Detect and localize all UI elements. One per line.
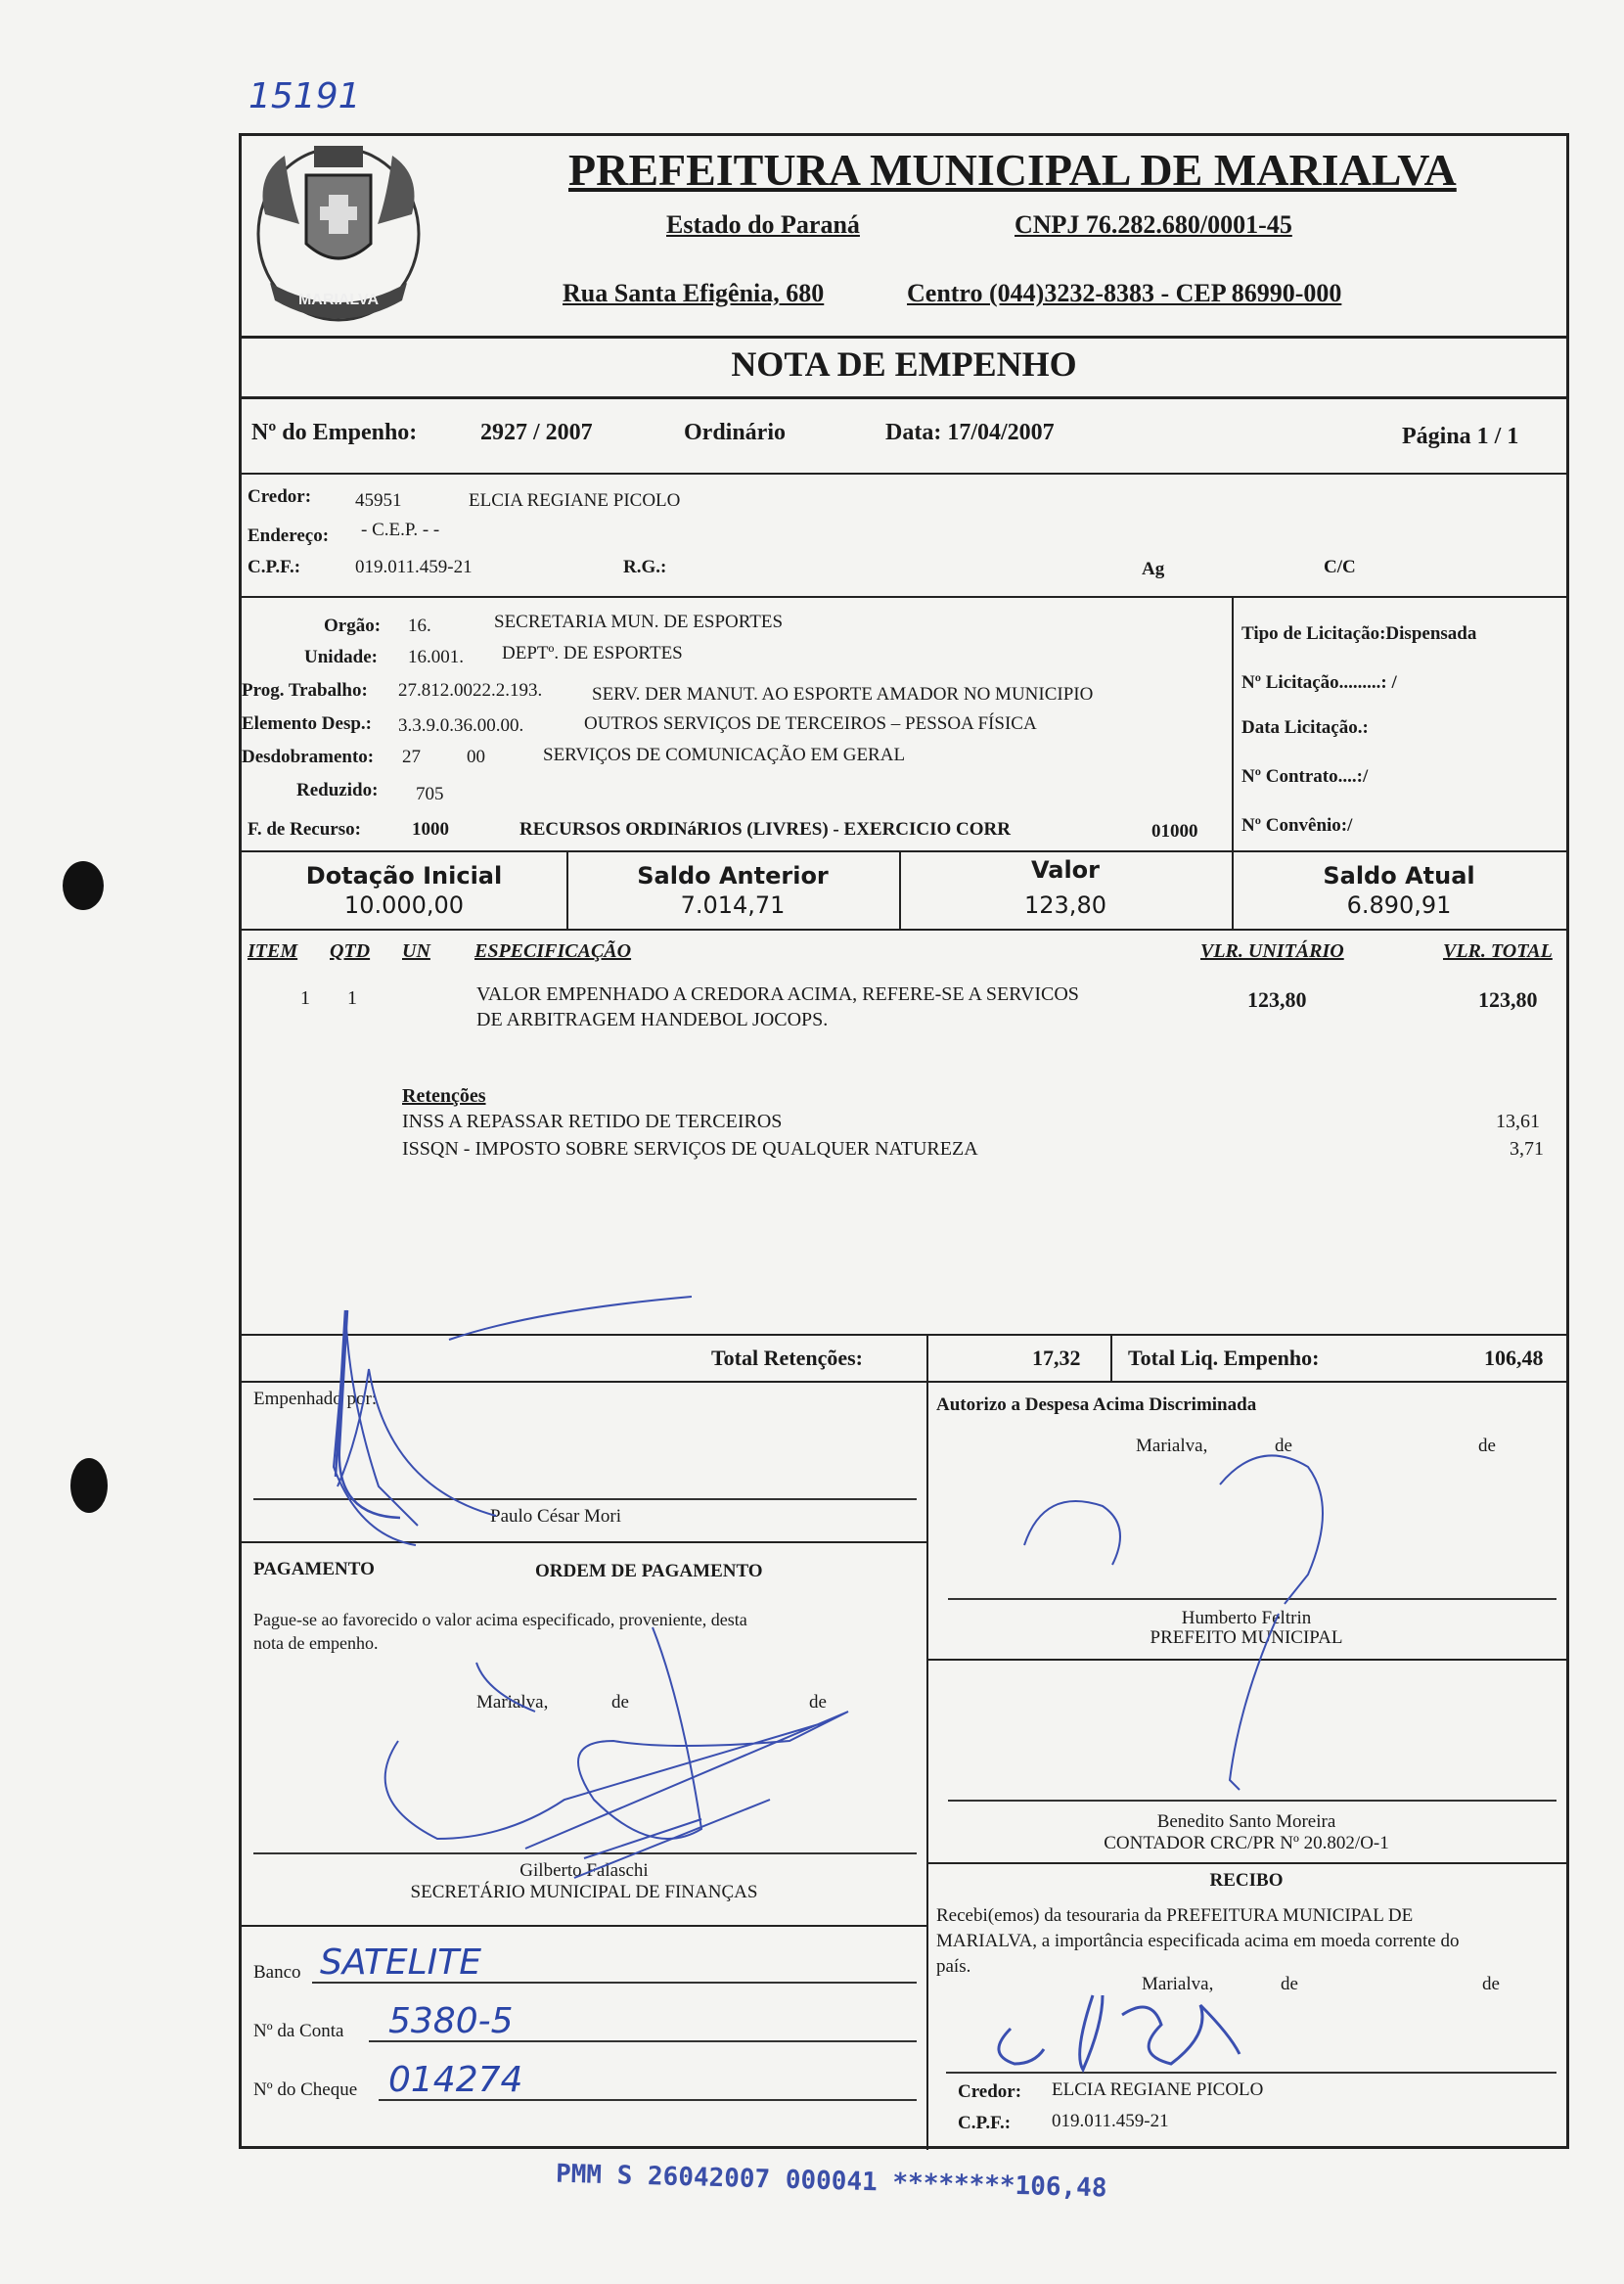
- autorizo-label: Autorizo a Despesa Acima Discriminada: [936, 1394, 1257, 1415]
- empenho-number: 2927 / 2007: [480, 420, 593, 445]
- recibo-cpf-label: C.P.F.:: [958, 2113, 1012, 2133]
- pagamento-place: Marialva,: [476, 1692, 549, 1713]
- cpf-label: C.P.F.:: [248, 557, 301, 577]
- issqn-label: ISSQN - IMPOSTO SOBRE SERVIÇOS DE QUALQUER NATUREZA: [402, 1138, 978, 1160]
- recibo-de1: de: [1281, 1974, 1298, 1994]
- orgao-code: 16.: [408, 616, 431, 636]
- col-vlr-unitario: VLR. UNITÁRIO: [1200, 940, 1344, 962]
- item-qtd: 1: [347, 987, 357, 1009]
- issqn-value: 3,71: [1510, 1138, 1544, 1160]
- empenho-date: Data: 17/04/2007: [885, 420, 1055, 445]
- saldo-anterior-value: 7.014,71: [680, 891, 786, 919]
- item-unit-price: 123,80: [1247, 987, 1307, 1012]
- inss-label: INSS A REPASSAR RETIDO DE TERCEIROS: [402, 1111, 783, 1132]
- total-retencoes-value: 17,32: [1032, 1346, 1081, 1370]
- recibo-text-line2: MARIALVA, a importância especificada acima em moeda corrente do: [936, 1931, 1460, 1951]
- recurso-label: F. de Recurso:: [248, 819, 361, 840]
- item-spec-line2: DE ARBITRAGEM HANDEBOL JOCOPS.: [476, 1009, 829, 1030]
- reduzido-label: Reduzido:: [296, 780, 379, 800]
- empenho-type: Ordinário: [684, 420, 787, 445]
- cheque-value: 014274: [388, 2060, 523, 2100]
- orgao-label: Orgão:: [324, 616, 382, 636]
- licitacao-tipo: Tipo de Licitação:Dispensada: [1241, 623, 1477, 644]
- prefeito-role: PREFEITO MUNICIPAL: [1150, 1627, 1343, 1648]
- recurso-name: RECURSOS ORDINáRIOS (LIVRES) - EXERCICIO CORR: [519, 819, 1011, 840]
- recibo-credor-name: ELCIA REGIANE PICOLO: [1052, 2079, 1264, 2100]
- banco-value: SATELITE: [320, 1942, 482, 1983]
- financas-role: SECRETÁRIO MUNICIPAL DE FINANÇAS: [410, 1882, 758, 1902]
- elemento-code: 3.3.9.0.36.00.00.: [398, 715, 524, 736]
- recibo-de2: de: [1482, 1974, 1500, 1994]
- credor-label: Credor:: [248, 486, 312, 507]
- dotacao-inicial-value: 10.000,00: [343, 891, 465, 919]
- punch-hole-top: [63, 861, 104, 910]
- street-address: Rua Santa Efigênia, 680: [563, 279, 825, 307]
- total-liq-label: Total Liq. Empenho:: [1128, 1346, 1320, 1370]
- saldo-anterior-label: Saldo Anterior: [637, 862, 829, 890]
- empenhado-signer: Paulo César Mori: [490, 1506, 622, 1527]
- state-name: Estado do Paraná: [666, 210, 860, 239]
- recibo-place: Marialva,: [1142, 1974, 1214, 1994]
- item-spec-line1: VALOR EMPENHADO A CREDORA ACIMA, REFERE-SE A SERVICOS: [476, 983, 1079, 1005]
- credor-code: 45951: [355, 490, 402, 511]
- recurso-code: 1000: [412, 819, 449, 840]
- elemento-name: OUTROS SERVIÇOS DE TERCEIROS – PESSOA FÍSICA: [584, 713, 1037, 734]
- col-especificacao: ESPECIFICAÇÃO: [474, 940, 632, 962]
- cnpj: CNPJ 76.282.680/0001-45: [1015, 210, 1292, 239]
- conta-label: Nº da Conta: [253, 2021, 344, 2041]
- financas-signer: Gilberto Falaschi: [519, 1860, 649, 1881]
- contrato-numero: Nº Contrato....:/: [1241, 766, 1369, 787]
- signature-scribbles: [242, 136, 1566, 2148]
- item-number: 1: [300, 987, 310, 1009]
- address-value: - C.E.P. - -: [361, 520, 440, 540]
- desdobramento-sub: 00: [467, 747, 485, 767]
- pagamento-label: PAGAMENTO: [253, 1559, 375, 1579]
- licitacao-data: Data Licitação.:: [1241, 717, 1369, 738]
- autorizo-de1: de: [1275, 1436, 1292, 1456]
- saldo-atual-label: Saldo Atual: [1323, 862, 1475, 890]
- recibo-title: RECIBO: [1209, 1870, 1284, 1891]
- col-item: ITEM: [248, 940, 298, 962]
- pagamento-de1: de: [611, 1692, 629, 1713]
- contador-role: CONTADOR CRC/PR Nº 20.802/O-1: [1104, 1833, 1389, 1853]
- authentication-stamp: PMM S 26042007 000041 ********106,48: [555, 2159, 1107, 2204]
- col-qtd: QTD: [330, 940, 371, 962]
- desdobramento-name: SERVIÇOS DE COMUNICAÇÃO EM GERAL: [543, 745, 906, 765]
- ordem-pagamento-label: ORDEM DE PAGAMENTO: [535, 1561, 763, 1581]
- autorizo-place: Marialva,: [1136, 1436, 1208, 1456]
- nota-de-empenho-form: [239, 133, 1569, 2149]
- pagamento-text-line2: nota de empenho.: [253, 1633, 379, 1653]
- document-title: NOTA DE EMPENHO: [731, 344, 1077, 384]
- cheque-label: Nº do Cheque: [253, 2079, 358, 2100]
- contador-signer: Benedito Santo Moreira: [1156, 1811, 1336, 1832]
- item-total: 123,80: [1478, 987, 1538, 1012]
- district-phone-cep: Centro (044)3232-8383 - CEP 86990-000: [907, 279, 1342, 307]
- recurso-sub: 01000: [1151, 821, 1198, 842]
- pagamento-de2: de: [809, 1692, 827, 1713]
- recibo-credor-label: Credor:: [958, 2081, 1022, 2102]
- page-indicator: Página 1 / 1: [1402, 424, 1519, 449]
- handwritten-document-number: 15191: [248, 76, 361, 116]
- valor-value: 123,80: [1024, 891, 1106, 919]
- address-label: Endereço:: [248, 525, 330, 546]
- prog-name: SERV. DER MANUT. AO ESPORTE AMADOR NO MUNICIPIO: [592, 684, 1094, 705]
- cc-label: C/C: [1324, 557, 1356, 577]
- reduzido-value: 705: [416, 784, 444, 804]
- credor-name: ELCIA REGIANE PICOLO: [469, 490, 681, 511]
- inss-value: 13,61: [1496, 1111, 1540, 1132]
- recibo-text-line1: Recebi(emos) da tesouraria da PREFEITURA MUNICIPAL DE: [936, 1905, 1414, 1926]
- unidade-code: 16.001.: [408, 647, 464, 667]
- desdobramento-code: 27: [402, 747, 421, 767]
- banco-label: Banco: [253, 1962, 301, 1983]
- prog-label: Prog. Trabalho:: [242, 680, 368, 701]
- retencoes-title: Retenções: [402, 1085, 486, 1107]
- col-un: UN: [402, 940, 430, 962]
- valor-label: Valor: [1030, 856, 1100, 884]
- ag-label: Ag: [1142, 559, 1165, 579]
- pagamento-text-line1: Pague-se ao favorecido o valor acima especificado, proveniente, desta: [253, 1610, 747, 1629]
- desdobramento-label: Desdobramento:: [242, 747, 375, 767]
- licitacao-numero: Nº Licitação.........: /: [1241, 672, 1397, 693]
- dotacao-inicial-label: Dotação Inicial: [305, 862, 503, 890]
- total-liq-value: 106,48: [1484, 1346, 1544, 1370]
- empenho-label: Nº do Empenho:: [251, 420, 418, 445]
- orgao-name: SECRETARIA MUN. DE ESPORTES: [494, 612, 784, 632]
- recibo-cpf-value: 019.011.459-21: [1052, 2111, 1169, 2131]
- prefeito-signer: Humberto Feltrin: [1181, 1608, 1312, 1628]
- saldo-atual-value: 6.890,91: [1346, 891, 1452, 919]
- empenhado-label: Empenhado por:: [253, 1389, 378, 1409]
- prog-code: 27.812.0022.2.193.: [398, 680, 543, 701]
- municipality-title: PREFEITURA MUNICIPAL DE MARIALVA: [568, 145, 1457, 195]
- col-vlr-total: VLR. TOTAL: [1443, 940, 1553, 962]
- svg-text:MARIALVA: MARIALVA: [297, 292, 380, 308]
- unidade-name: DEPTº. DE ESPORTES: [502, 643, 683, 663]
- conta-value: 5380-5: [388, 2001, 514, 2041]
- unidade-label: Unidade:: [304, 647, 378, 667]
- cpf-value: 019.011.459-21: [355, 557, 473, 577]
- rg-label: R.G.:: [623, 557, 667, 577]
- punch-hole-bottom: [70, 1458, 108, 1513]
- recibo-text-line3: país.: [936, 1956, 971, 1977]
- convenio-numero: Nº Convênio:/: [1241, 815, 1353, 836]
- autorizo-de2: de: [1478, 1436, 1496, 1456]
- total-retencoes-label: Total Retenções:: [711, 1346, 863, 1370]
- elemento-label: Elemento Desp.:: [242, 713, 372, 734]
